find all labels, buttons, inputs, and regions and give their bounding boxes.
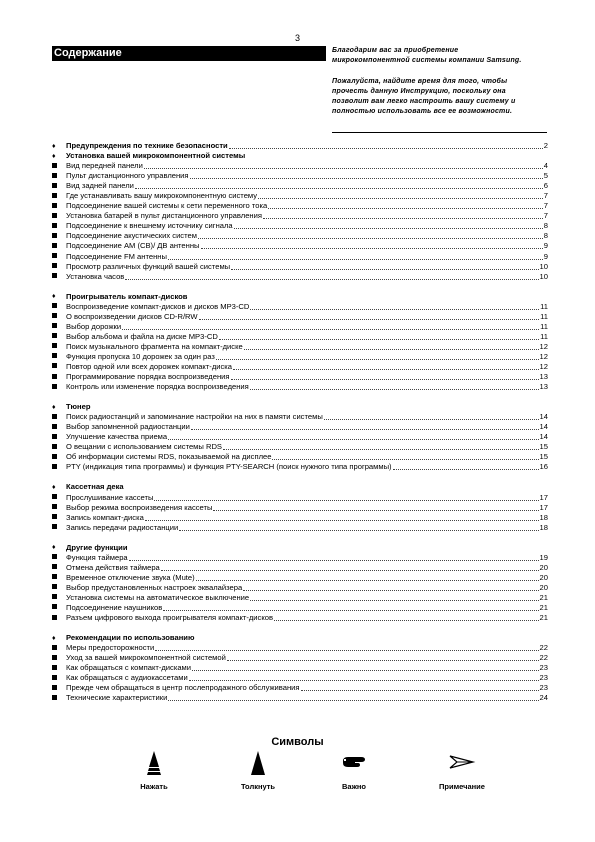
square-bullet-icon — [52, 373, 66, 383]
toc-entry-label: Пульт дистанционного управления — [66, 171, 189, 181]
dot-leader — [201, 241, 543, 249]
toc-entry — [52, 221, 548, 231]
square-bullet-icon — [52, 322, 66, 332]
toc-entry-label: Выбор дорожки — [66, 321, 122, 331]
toc-entry-label: Другие функции — [66, 542, 128, 552]
toc-entry — [52, 412, 548, 422]
toc-page-number: 2 — [543, 141, 548, 150]
toc-entry-label: Запись передачи радиостанции — [66, 522, 179, 532]
symbol-label: Примечание — [439, 782, 485, 791]
dot-leader — [199, 312, 540, 320]
dot-leader — [301, 683, 539, 691]
toc-page-number: 14 — [539, 432, 548, 442]
toc-section — [52, 292, 548, 392]
toc-page-number: 21 — [539, 592, 548, 602]
toc-entry-label: Рекомендации по использованию — [66, 633, 195, 643]
table-of-contents — [52, 141, 548, 703]
dot-leader — [234, 221, 543, 229]
toc-page-number: 23 — [539, 673, 548, 683]
toc-heading — [52, 141, 548, 151]
dot-leader — [198, 231, 543, 239]
toc-entry-label: Тюнер — [66, 402, 91, 412]
toc-entry-label: Как обращаться с компакт-дисками — [66, 663, 192, 673]
diamond-bullet-icon: ♦ — [52, 403, 56, 411]
diamond-bullet-icon: ♦ — [52, 293, 56, 301]
toc-page-number: 5 — [543, 171, 548, 181]
dot-leader — [231, 262, 538, 270]
toc-entry — [52, 362, 548, 372]
diamond-bullet-icon: ♦ — [52, 634, 56, 642]
press-icon — [144, 750, 164, 780]
toc-entry-label: Меры предосторожности — [66, 643, 155, 653]
toc-page-number: 22 — [539, 653, 548, 663]
dot-leader — [168, 693, 538, 701]
toc-entry — [52, 342, 548, 352]
toc-page-number: 22 — [539, 643, 548, 653]
toc-page-number: 11 — [540, 331, 548, 341]
toc-entry-label: Кассетная дека — [66, 482, 124, 492]
toc-page-number: 18 — [539, 512, 548, 522]
toc-page-number: 14 — [539, 412, 548, 422]
toc-entry — [52, 352, 548, 362]
dot-leader — [223, 442, 539, 450]
toc-entry-label: Повтор одной или всех дорожек компакт-диска — [66, 361, 233, 371]
toc-entry-label: Подсоединение вашей системы к сети переменного тока — [66, 201, 268, 211]
square-bullet-icon — [52, 523, 66, 533]
toc-entry-label: Подсоединение AM (CB)/ ДВ антенны — [66, 241, 200, 251]
toc-entry — [52, 211, 548, 221]
toc-entry — [52, 583, 548, 593]
toc-entry-label: Контроль или изменение порядка воспроизведения — [66, 382, 249, 392]
dot-leader — [274, 613, 539, 621]
diamond-bullet-icon: ♦ — [52, 544, 56, 552]
toc-entry — [52, 312, 548, 322]
toc-entry-label: Подсоединение FM антенны — [66, 251, 167, 261]
symbol-push — [208, 750, 308, 791]
square-bullet-icon — [52, 332, 66, 342]
diamond-bullet-icon: ♦ — [52, 152, 56, 160]
square-bullet-icon — [52, 493, 66, 503]
square-bullet-icon — [52, 222, 66, 232]
dot-leader — [219, 332, 539, 340]
dot-leader — [233, 362, 539, 370]
dot-leader — [155, 643, 538, 651]
dot-leader — [227, 653, 539, 661]
dot-leader — [154, 493, 538, 501]
square-bullet-icon — [52, 593, 66, 603]
square-bullet-icon — [52, 664, 66, 674]
toc-page-number: 23 — [539, 683, 548, 693]
toc-entry — [52, 593, 548, 603]
dot-leader — [189, 673, 539, 681]
square-bullet-icon — [52, 573, 66, 583]
square-bullet-icon — [52, 684, 66, 694]
toc-entry-label: Разъем цифрового выхода проигрывателя компакт-дисков — [66, 613, 273, 623]
symbol-note — [412, 750, 512, 791]
dot-leader — [258, 191, 543, 199]
toc-entry-label: О вещании с использованием системы RDS — [66, 442, 223, 452]
dot-leader — [191, 422, 539, 430]
dot-leader — [190, 171, 543, 179]
square-bullet-icon — [52, 162, 66, 172]
dot-leader — [161, 563, 539, 571]
toc-entry-label: Подсоединение наушников — [66, 602, 163, 612]
square-bullet-icon — [52, 513, 66, 523]
toc-entry — [52, 201, 548, 211]
square-bullet-icon — [52, 232, 66, 242]
dot-leader — [163, 603, 538, 611]
toc-entry-label: Программирование порядка воспроизведения — [66, 372, 230, 382]
square-bullet-icon — [52, 463, 66, 473]
toc-entry — [52, 161, 548, 171]
square-bullet-icon — [52, 413, 66, 423]
toc-page-number: 7 — [543, 211, 548, 221]
toc-entry-label: Функция пропуска 10 дорожек за один раз — [66, 351, 215, 361]
toc-entry-label: Просмотр различных функций вашей системы — [66, 261, 231, 271]
square-bullet-icon — [52, 603, 66, 613]
symbol-label: Важно — [341, 782, 367, 791]
toc-entry-label: Установка батарей в пульт дистанционного управления — [66, 211, 262, 221]
square-bullet-icon — [52, 443, 66, 453]
toc-page-number: 11 — [540, 321, 548, 331]
toc-entry — [52, 462, 548, 472]
square-bullet-icon — [52, 302, 66, 312]
toc-page-number: 7 — [543, 201, 548, 211]
dot-leader — [243, 583, 538, 591]
toc-section — [52, 543, 548, 623]
symbol-important — [304, 750, 404, 791]
toc-heading — [52, 482, 548, 492]
toc-entry-label: Прежде чем обращаться в центр послепродажного обслуживания — [66, 683, 300, 693]
toc-entry — [52, 513, 548, 523]
toc-entry — [52, 683, 548, 693]
dot-leader — [272, 452, 538, 460]
toc-entry — [52, 573, 548, 583]
toc-entry — [52, 653, 548, 663]
dot-leader — [145, 513, 539, 521]
toc-entry — [52, 322, 548, 332]
square-bullet-icon — [52, 362, 66, 372]
toc-page-number: 21 — [539, 613, 548, 623]
toc-page-number: 15 — [539, 452, 548, 462]
dot-leader — [168, 432, 538, 440]
toc-page-number: 12 — [539, 361, 548, 371]
toc-page-number: 9 — [543, 241, 548, 251]
toc-page-number: 6 — [543, 181, 548, 191]
toc-entry — [52, 262, 548, 272]
toc-entry-label: Проигрыватель компакт-дисков — [66, 291, 188, 301]
toc-page-number: 21 — [539, 602, 548, 612]
toc-entry-label: Как обращаться с аудиокассетами — [66, 673, 188, 683]
toc-entry-label: Где устанавливать вашу микрокомпонентную систему — [66, 191, 258, 201]
toc-page-number: 18 — [539, 522, 548, 532]
toc-page-number: 13 — [539, 382, 548, 392]
toc-entry-label: Предупреждения по технике безопасности — [66, 141, 228, 150]
toc-page-number: 15 — [539, 442, 548, 452]
toc-entry — [52, 181, 548, 191]
toc-entry-label: Об информации системы RDS, показываемой на дисплее — [66, 452, 272, 462]
toc-page-number: 20 — [539, 562, 548, 572]
toc-heading — [52, 151, 548, 161]
pointing-hand-icon — [340, 750, 368, 780]
toc-entry — [52, 302, 548, 312]
toc-entry-label: Временное отключение звука (Mute) — [66, 572, 195, 582]
toc-page-number: 10 — [539, 261, 548, 271]
dot-leader — [196, 573, 539, 581]
dot-leader — [213, 503, 538, 511]
toc-page-number: 10 — [539, 271, 548, 281]
toc-entry-label: Поиск радиостанций и запоминание настройки на них в памяти системы — [66, 412, 323, 422]
toc-entry-label: PTY (индикация типа программы) и функция PTY-SEARCH (поиск нужного типа программы) — [66, 462, 392, 472]
toc-entry-label: Установка вашей микрокомпонентной системы — [66, 151, 246, 161]
toc-entry — [52, 563, 548, 573]
toc-section — [52, 633, 548, 703]
toc-page-number: 11 — [540, 301, 548, 311]
toc-page-number: 4 — [543, 161, 548, 171]
toc-entry — [52, 613, 548, 623]
toc-section — [52, 482, 548, 532]
toc-entry-label: Вид передней панели — [66, 161, 143, 171]
toc-entry — [52, 171, 548, 181]
diamond-bullet-icon: ♦ — [52, 142, 56, 150]
square-bullet-icon — [52, 252, 66, 262]
toc-entry-label: Отмена действия таймера — [66, 562, 160, 572]
toc-heading — [52, 543, 548, 553]
toc-page-number: 16 — [539, 462, 548, 472]
dot-leader — [324, 412, 539, 420]
toc-page-number: 7 — [543, 191, 548, 201]
toc-entry-label: Воспроизведение компакт-дисков и дисков MP3-CD — [66, 301, 250, 311]
toc-entry — [52, 191, 548, 201]
toc-entry — [52, 372, 548, 382]
page-title: Содержание — [52, 46, 326, 61]
toc-page-number: 20 — [539, 582, 548, 592]
toc-page-number: 12 — [539, 341, 548, 351]
square-bullet-icon — [52, 654, 66, 664]
square-bullet-icon — [52, 342, 66, 352]
toc-entry — [52, 442, 548, 452]
toc-section — [52, 402, 548, 472]
toc-entry-label: Подсоединение акустических систем — [66, 231, 197, 241]
square-bullet-icon — [52, 453, 66, 463]
square-bullet-icon — [52, 383, 66, 393]
square-bullet-icon — [52, 352, 66, 362]
note-arrow-icon — [447, 750, 477, 780]
toc-entry-label: О воспроизведении дисков CD-R/RW — [66, 311, 198, 321]
square-bullet-icon — [52, 563, 66, 573]
dot-leader — [129, 553, 539, 561]
toc-entry — [52, 603, 548, 613]
toc-entry — [52, 503, 548, 513]
dot-leader — [125, 272, 538, 280]
dot-leader — [250, 382, 539, 390]
square-bullet-icon — [52, 272, 66, 282]
intro-divider — [332, 132, 547, 133]
toc-entry-label: Установка системы на автоматическое выключение — [66, 592, 250, 602]
square-bullet-icon — [52, 433, 66, 443]
square-bullet-icon — [52, 583, 66, 593]
dot-leader — [168, 252, 543, 260]
square-bullet-icon — [52, 503, 66, 513]
symbol-press — [104, 750, 204, 791]
toc-entry-label: Установка часов — [66, 271, 125, 281]
toc-entry — [52, 241, 548, 251]
dot-leader — [229, 141, 543, 149]
toc-entry — [52, 553, 548, 563]
dot-leader — [179, 523, 538, 531]
dot-leader — [263, 211, 543, 219]
toc-page-number: 9 — [543, 251, 548, 261]
symbols-title: Символы — [271, 736, 324, 748]
dot-leader — [244, 342, 539, 350]
intro-paragraph-2: Пожалуйста, найдите время для того, чтобы прочесть данную Инструкцию, поскольку она позволит вам легко настроить вашу систему и полностью использовать все ее возможности. — [332, 78, 516, 115]
square-bullet-icon — [52, 262, 66, 272]
toc-entry — [52, 272, 548, 282]
dot-leader — [393, 462, 539, 470]
toc-page-number: 8 — [543, 231, 548, 241]
toc-entry-label: Выбор запомненной радиостанции — [66, 422, 190, 432]
toc-section — [52, 141, 548, 282]
toc-heading — [52, 402, 548, 412]
toc-entry-label: Технические характеристики — [66, 693, 168, 703]
toc-entry — [52, 382, 548, 392]
square-bullet-icon — [52, 614, 66, 624]
toc-entry-label: Улучшение качества приема — [66, 432, 168, 442]
toc-entry — [52, 663, 548, 673]
toc-page-number: 17 — [539, 492, 548, 502]
square-bullet-icon — [52, 553, 66, 563]
toc-entry-label: Функция таймера — [66, 552, 128, 562]
toc-entry — [52, 452, 548, 462]
square-bullet-icon — [52, 182, 66, 192]
symbol-label: Нажать — [140, 782, 168, 791]
toc-entry-label: Прослушивание кассеты — [66, 492, 154, 502]
toc-entry — [52, 252, 548, 262]
square-bullet-icon — [52, 674, 66, 684]
square-bullet-icon — [52, 694, 66, 704]
toc-entry — [52, 693, 548, 703]
toc-entry — [52, 432, 548, 442]
intro-paragraph-1: Благодарим вас за приобретение микрокомпонентной системы компании Samsung. — [332, 47, 522, 64]
toc-page-number: 17 — [539, 502, 548, 512]
dot-leader — [250, 593, 538, 601]
toc-entry — [52, 673, 548, 683]
toc-entry-label: Поиск музыкального фрагмента на компакт-диске — [66, 341, 243, 351]
toc-entry — [52, 643, 548, 653]
symbol-label: Толкнуть — [240, 782, 276, 791]
toc-page-number: 13 — [539, 372, 548, 382]
square-bullet-icon — [52, 192, 66, 202]
toc-page-number: 20 — [539, 572, 548, 582]
toc-entry — [52, 231, 548, 241]
dot-leader — [231, 372, 539, 380]
intro-text — [332, 46, 537, 128]
toc-page-number: 14 — [539, 422, 548, 432]
toc-page-number: 23 — [539, 663, 548, 673]
toc-entry-label: Выбор альбома и файла на диске MP3-CD — [66, 331, 218, 341]
toc-page-number: 19 — [539, 552, 548, 562]
toc-entry-label: Выбор режима воспроизведения кассеты — [66, 502, 213, 512]
toc-entry — [52, 493, 548, 503]
page-number: 3 — [294, 33, 300, 43]
toc-heading — [52, 633, 548, 643]
toc-entry — [52, 332, 548, 342]
dot-leader — [122, 322, 539, 330]
toc-entry — [52, 523, 548, 533]
toc-page-number: 24 — [539, 693, 548, 703]
square-bullet-icon — [52, 312, 66, 322]
toc-page-number: 8 — [543, 221, 548, 231]
toc-entry-label: Вид задней панели — [66, 181, 134, 191]
dot-leader — [250, 302, 539, 310]
toc-entry-label: Выбор предустановленных настроек эквалайзера — [66, 582, 243, 592]
square-bullet-icon — [52, 212, 66, 222]
square-bullet-icon — [52, 202, 66, 212]
dot-leader — [268, 201, 543, 209]
diamond-bullet-icon: ♦ — [52, 483, 56, 491]
dot-leader — [192, 663, 539, 671]
push-icon — [248, 750, 268, 780]
square-bullet-icon — [52, 242, 66, 252]
toc-page-number: 11 — [540, 311, 548, 321]
toc-entry-label: Запись компакт-диска — [66, 512, 144, 522]
toc-entry — [52, 422, 548, 432]
square-bullet-icon — [52, 644, 66, 654]
toc-entry-label: Уход за вашей микрокомпонентной системой — [66, 653, 226, 663]
dot-leader — [216, 352, 539, 360]
toc-heading — [52, 292, 548, 302]
dot-leader — [135, 181, 543, 189]
square-bullet-icon — [52, 423, 66, 433]
square-bullet-icon — [52, 172, 66, 182]
toc-page-number: 12 — [539, 351, 548, 361]
dot-leader — [144, 161, 543, 169]
toc-entry-label: Подсоединение к внешнему источнику сигнала — [66, 221, 233, 231]
